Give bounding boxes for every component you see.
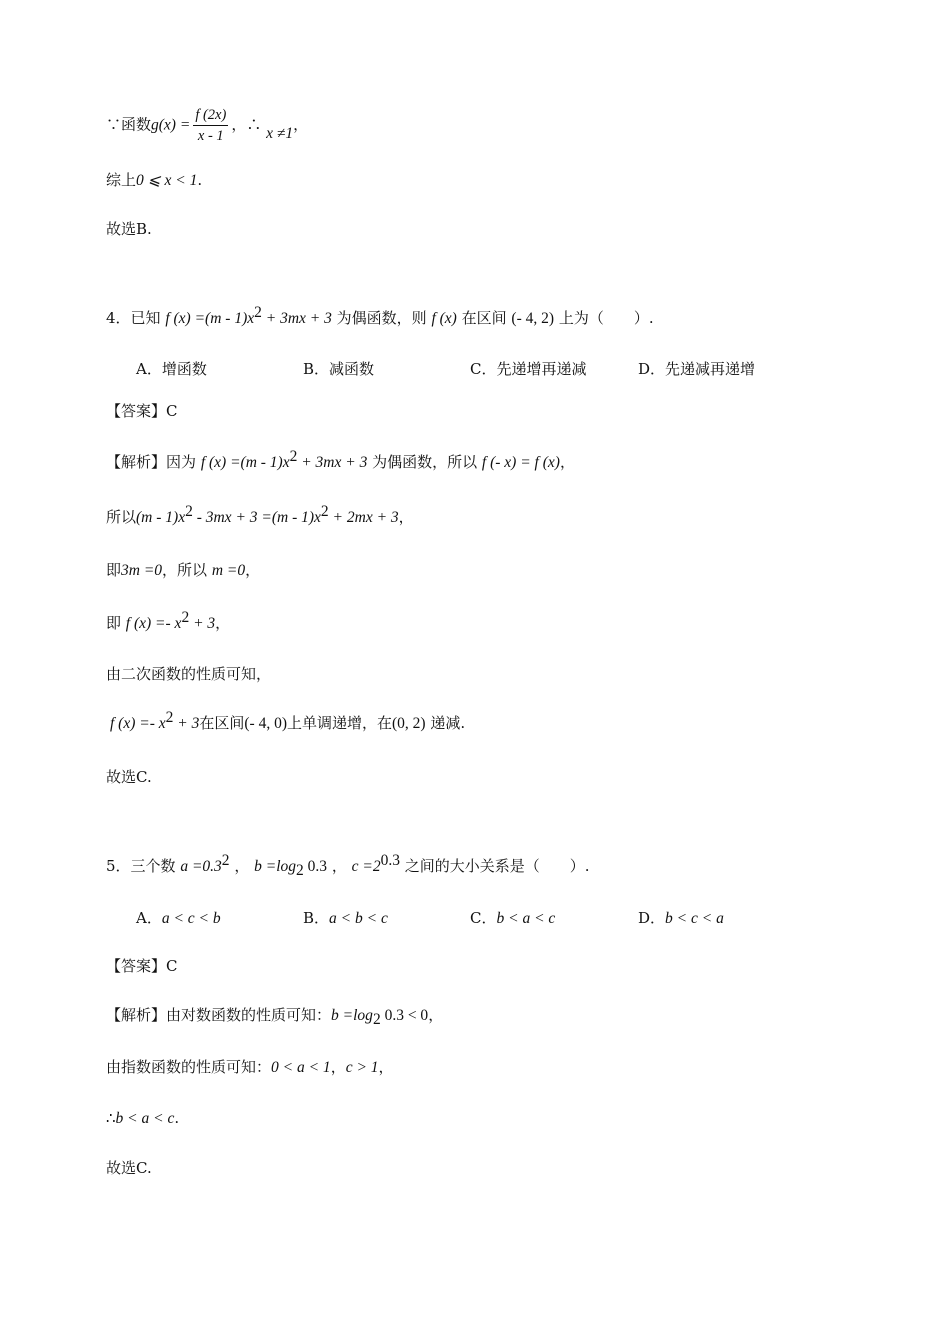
- text: ，: [330, 1058, 346, 1076]
- analysis-line-4: [106, 609, 231, 634]
- question-5-stem: [106, 852, 590, 879]
- math-expr: f (x) =(m - 1)x: [200, 454, 290, 471]
- option-label: A．: [136, 909, 162, 927]
- option-label: B．: [303, 909, 330, 927]
- math-expr: b < a < c: [115, 1110, 175, 1127]
- text: ，: [378, 1058, 394, 1076]
- text: 故选B.: [106, 220, 152, 238]
- math-expr: f (x): [431, 310, 457, 327]
- analysis-line-3: [106, 1108, 179, 1129]
- text: ，∴: [231, 115, 262, 134]
- fraction-numerator: f (2x): [193, 106, 228, 126]
- text: .: [197, 171, 203, 189]
- math-expr: x ≠1: [266, 124, 294, 142]
- analysis-label: 【解析】: [106, 453, 167, 471]
- text: ，: [215, 614, 231, 632]
- math-expr: m =0: [211, 562, 246, 579]
- math-expr: b =log: [254, 858, 297, 875]
- analysis-line-2: [106, 1057, 394, 1078]
- analysis-label: 【解析】: [106, 1006, 167, 1024]
- math-expr: f (x) =- x: [125, 615, 182, 632]
- math-expr: (0, 2): [392, 715, 426, 732]
- therefore-symbol: ∴: [106, 1109, 116, 1127]
- text: ，: [398, 508, 414, 526]
- analysis-line-6: [110, 709, 466, 734]
- option-b: B．减函数: [303, 360, 375, 378]
- math-expr: 0 < a < 1: [271, 1059, 331, 1076]
- superscript: 2: [320, 503, 329, 520]
- text: 因为: [166, 453, 197, 471]
- text: ，: [234, 857, 250, 875]
- question-4-stem: [106, 304, 654, 329]
- option-d: [638, 908, 724, 929]
- text: 递减.: [430, 714, 466, 732]
- math-expr: f (x) =- x: [110, 715, 166, 732]
- subscript: 2: [372, 1011, 381, 1028]
- math-expr: (- 4, 0): [244, 715, 287, 732]
- superscript: 2: [165, 709, 174, 726]
- superscript: 2: [289, 448, 298, 465]
- text: 上为（ ）.: [558, 309, 654, 327]
- option-a: A．增函数: [136, 360, 207, 378]
- text: 为偶函数，所以: [372, 453, 478, 471]
- math-expr: + 3: [189, 615, 216, 632]
- text: ，: [559, 453, 575, 471]
- option-label: D．: [638, 909, 666, 927]
- analysis-line-4: 故选C.: [106, 1159, 152, 1177]
- option-d: D．先递减再递增: [638, 360, 756, 378]
- option-expr: b < a < c: [496, 910, 556, 927]
- line-choice: [106, 219, 152, 239]
- text: 由指数函数的性质可知：: [106, 1058, 272, 1076]
- math-expr: (- 4, 2): [511, 310, 555, 327]
- fraction-denominator: x - 1: [197, 128, 224, 144]
- text: ，: [331, 857, 347, 875]
- math-expr: 0.3: [303, 858, 328, 875]
- math-expr: (m - 1)x: [136, 509, 186, 526]
- math-expr: b =log: [331, 1007, 373, 1024]
- line-conclusion: [106, 170, 202, 191]
- option-expr: a < b < c: [329, 910, 388, 927]
- superscript: 2: [185, 503, 193, 520]
- analysis-line-3: [106, 560, 260, 581]
- math-expr: g(x) =: [151, 116, 191, 134]
- text: 之间的大小关系是（ ）.: [404, 857, 590, 875]
- text: 由对数函数的性质可知：: [166, 1006, 332, 1024]
- analysis-line-1: [106, 448, 575, 473]
- text: ，: [293, 115, 309, 134]
- analysis-line-7: 故选C.: [106, 768, 152, 786]
- math-expr: 0.3 < 0: [380, 1007, 429, 1024]
- option-c: C．先递增再递减: [470, 360, 587, 378]
- option-c: [470, 908, 555, 929]
- text: 为偶函数，则: [336, 309, 427, 327]
- superscript: 2: [254, 304, 262, 321]
- option-a: [136, 908, 221, 929]
- text: ，所以: [162, 561, 208, 579]
- text: ∵函数: [106, 115, 152, 134]
- math-expr: - 3mx + 3 =(m - 1)x: [192, 509, 321, 526]
- fraction: [193, 106, 228, 145]
- option-label: C．: [470, 909, 497, 927]
- text: 在区间: [199, 714, 245, 732]
- math-expr: + 3: [173, 715, 200, 732]
- text: ，: [428, 1006, 444, 1024]
- math-expr: a =0.3: [180, 858, 222, 875]
- text: 即: [106, 614, 122, 632]
- math-expr: f (x) =(m - 1)x: [165, 310, 255, 327]
- text: 上单调递增，在: [287, 714, 393, 732]
- text: 5．三个数: [106, 857, 176, 875]
- superscript: 2: [221, 852, 230, 869]
- math-expr: c =2: [351, 858, 381, 875]
- option-expr: b < c < a: [665, 910, 724, 927]
- superscript: 0.3: [380, 852, 400, 869]
- math-expr: + 2mx + 3: [328, 509, 399, 526]
- math-expr: f (- x) = f (x): [481, 454, 560, 471]
- analysis-line-5: 由二次函数的性质可知，: [106, 665, 272, 683]
- answer-line: 【答案】C: [106, 402, 178, 420]
- subscript: 2: [296, 862, 304, 879]
- option-b: [303, 908, 388, 929]
- text: 综上: [106, 171, 137, 189]
- answer-line: 【答案】C: [106, 957, 178, 975]
- text: ，: [245, 561, 261, 579]
- text: 4．已知: [106, 309, 161, 327]
- superscript: 2: [181, 609, 190, 626]
- analysis-line-2: [106, 503, 414, 528]
- math-expr: + 3mx + 3: [297, 454, 368, 471]
- line-g-function: [106, 106, 308, 145]
- text: 即: [106, 561, 122, 579]
- math-expr: 0 ⩽ x < 1: [136, 172, 198, 189]
- math-expr: c > 1: [345, 1059, 379, 1076]
- text: 所以: [106, 508, 137, 526]
- text: .: [174, 1109, 180, 1127]
- analysis-line-1: [106, 1005, 443, 1026]
- text: 在区间: [461, 309, 507, 327]
- math-expr: 3m =0: [121, 562, 163, 579]
- option-expr: a < c < b: [161, 910, 221, 927]
- math-expr: + 3mx + 3: [261, 310, 332, 327]
